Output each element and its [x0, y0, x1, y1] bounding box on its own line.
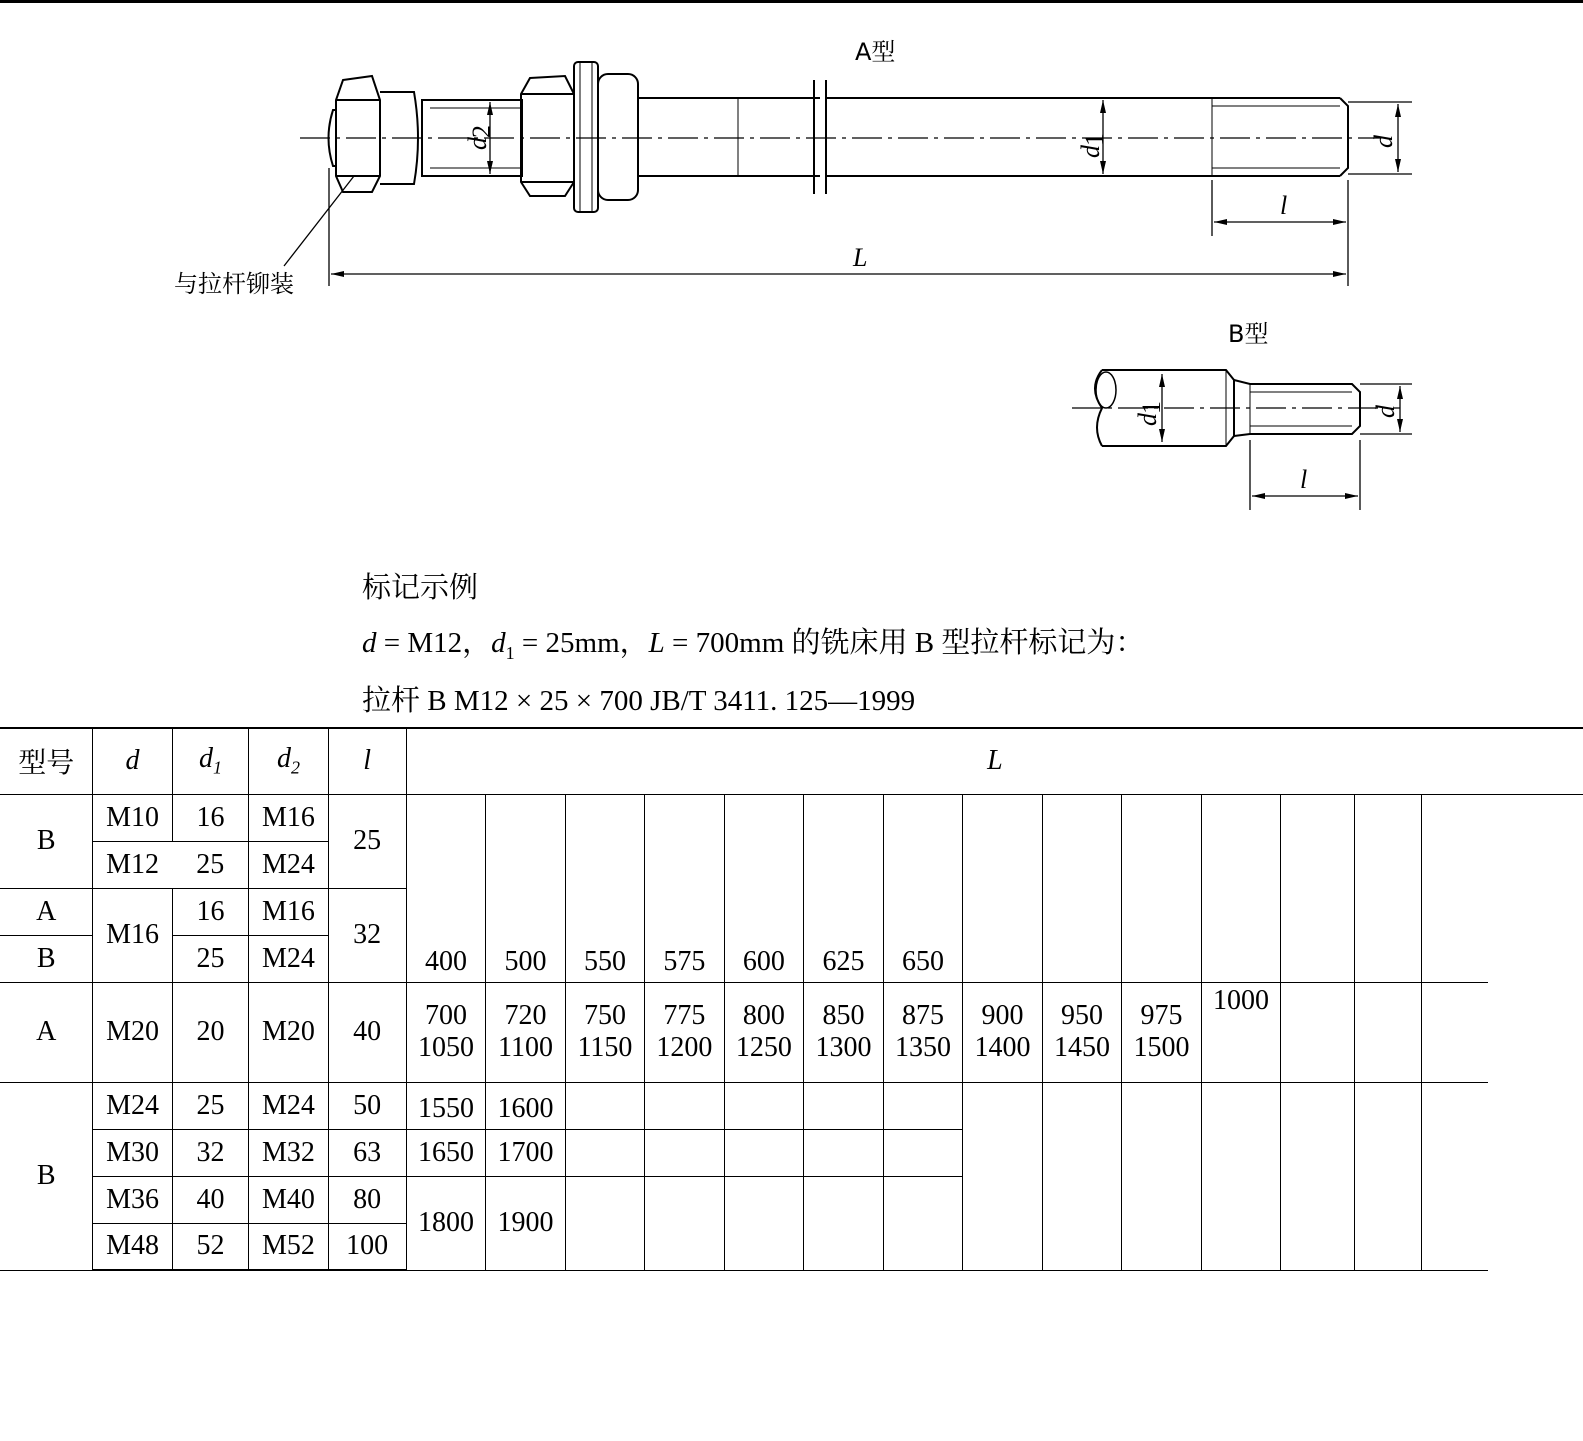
cell-L-empty — [883, 1176, 963, 1270]
cell-d1: 52 — [172, 1223, 249, 1270]
marking-L-val: = 700mm 的铣床用 B 型拉杆标记为： — [664, 627, 1145, 659]
cell-L-empty — [1122, 794, 1202, 982]
cell-L: 1700 — [486, 1129, 566, 1176]
header-d1: $d_1$ — [172, 728, 249, 794]
cell-L-empty — [883, 1129, 963, 1176]
cell-L-empty — [1281, 1082, 1355, 1270]
cell-d: M16 — [93, 888, 172, 982]
dim-d1-sub: 1 — [1080, 133, 1109, 146]
marking-d-var: d — [362, 627, 377, 659]
cell-L: 500 — [486, 794, 566, 982]
cell-L-empty — [645, 1129, 725, 1176]
cell-d: M24 — [93, 1082, 172, 1129]
table-row — [0, 982, 1583, 1082]
cell-L-empty — [1042, 794, 1122, 982]
b-dim-l: l — [1300, 465, 1308, 494]
marking-line2: 拉杆 B M12 × 25 × 700 JB/T 3411. 125—1999 — [362, 685, 916, 717]
marking-heading: 标记示例 — [362, 572, 479, 604]
marking-line1 — [362, 620, 1144, 664]
cell-L-empty — [1042, 1082, 1122, 1270]
cell-L-pair: 750 1150 — [565, 982, 644, 1082]
cell-L-empty — [645, 1082, 725, 1129]
header-L: L — [406, 728, 1583, 794]
cell-L: 600 — [724, 794, 804, 982]
type-b-dimensions — [1162, 374, 1412, 510]
dim-l: l — [1280, 191, 1288, 220]
cell-L-pair: 800 1250 — [724, 982, 804, 1082]
cell-d: M20 — [93, 982, 172, 1082]
cell-d2: M24 — [249, 841, 328, 888]
cell-L-pair: 850 1300 — [804, 982, 884, 1082]
cell-L-empty — [1281, 794, 1355, 982]
cell-L: 550 — [565, 794, 644, 982]
cell-d1: 25 — [172, 1082, 249, 1129]
type-a-dimensions — [284, 100, 1412, 286]
cell-L: 1600 — [486, 1082, 566, 1129]
cell-l: 100 — [328, 1223, 406, 1270]
cell-L-pair: 700 1050 — [406, 982, 486, 1082]
header-row — [0, 728, 1583, 794]
cell-L-empty — [724, 1082, 804, 1129]
dim-d: d — [1369, 135, 1398, 148]
cell-d2: M16 — [249, 888, 328, 935]
cell-L-empty — [1422, 1082, 1489, 1270]
technical-drawing — [0, 0, 1583, 560]
cell-d1: 40 — [172, 1176, 249, 1223]
cell-L-empty — [883, 1082, 963, 1129]
cell-L-empty — [1422, 982, 1489, 1082]
type-a-view — [300, 62, 1380, 212]
cell-d1: 16 — [172, 794, 249, 841]
cell-L-pair: 775 1200 — [645, 982, 725, 1082]
type-b-title: B型 — [1228, 320, 1269, 348]
cell-L-empty — [565, 1176, 644, 1270]
cell-l: 80 — [328, 1176, 406, 1223]
cell-d1: 32 — [172, 1129, 249, 1176]
marking-d1-val: = 25mm， — [514, 627, 649, 659]
cell-L-empty — [963, 794, 1043, 982]
cell-L-empty — [1355, 794, 1422, 982]
dim-d2-sub: 2 — [467, 125, 496, 138]
header-d: d — [93, 728, 172, 794]
cell-L-pair: 950 1450 — [1042, 982, 1122, 1082]
cell-d: M48 — [93, 1223, 172, 1270]
cell-d2: M16 — [249, 794, 328, 841]
cell-d2: M24 — [249, 1082, 328, 1129]
cell-d1: 25 — [172, 935, 249, 982]
cell-L-empty — [963, 1082, 1043, 1270]
header-type: 型号 — [0, 728, 93, 794]
cell-d: M36 — [93, 1176, 172, 1223]
cell-L: 1800 — [406, 1176, 486, 1270]
cell-type: B — [0, 935, 93, 982]
cell-L-empty — [565, 1129, 644, 1176]
cell-L-pair: 975 1500 — [1122, 982, 1202, 1082]
dim-d2-main: d — [463, 137, 492, 150]
header-d2: $d_2$ — [249, 728, 328, 794]
cell-L-pair: 900 1400 — [963, 982, 1043, 1082]
cell-d1: 16 — [172, 888, 249, 935]
cell-d: M10 — [93, 794, 172, 841]
cell-L-empty — [565, 1082, 644, 1129]
marking-d1-var: d — [491, 627, 506, 659]
cell-L-empty — [1201, 794, 1281, 982]
cell-L: 575 — [645, 794, 725, 982]
cell-d: M12 — [93, 841, 172, 888]
cell-L-empty — [724, 1176, 804, 1270]
spec-table — [0, 727, 1583, 1271]
rivet-note: 与拉杆铆装 — [174, 270, 294, 298]
cell-l: 40 — [328, 982, 406, 1082]
cell-L-empty — [645, 1176, 725, 1270]
cell-l: 25 — [328, 794, 406, 888]
dim-d1-main: d — [1076, 145, 1105, 158]
cell-L-empty — [804, 1129, 884, 1176]
marking-d1-sub: 1 — [505, 642, 515, 663]
b-dim-d1-sub: 1 — [1137, 401, 1166, 414]
cell-L-empty — [724, 1129, 804, 1176]
cell-type: B — [0, 794, 93, 888]
cell-L-empty — [1422, 794, 1489, 982]
cell-L-empty — [804, 1082, 884, 1129]
cell-L-empty — [1201, 1082, 1281, 1270]
cell-d: M30 — [93, 1129, 172, 1176]
header-l: l — [328, 728, 406, 794]
type-a-title: A型 — [855, 38, 896, 66]
cell-L: 1550 — [406, 1082, 486, 1129]
cell-d2: M20 — [249, 982, 328, 1082]
marking-L-var: L — [648, 627, 665, 659]
cell-L: 1900 — [486, 1176, 566, 1270]
cell-L-empty — [804, 1176, 884, 1270]
b-dim-d1-main: d — [1133, 413, 1162, 426]
cell-d2: M32 — [249, 1129, 328, 1176]
cell-L-pair: 720 1100 — [486, 982, 566, 1082]
cell-d2: M40 — [249, 1176, 328, 1223]
cell-L-empty — [1355, 1082, 1422, 1270]
cell-L: 1000 — [1201, 982, 1281, 1082]
cell-L-pair: 875 1350 — [883, 982, 963, 1082]
table-row — [0, 794, 1583, 841]
cell-L: 650 — [883, 794, 963, 982]
cell-L-empty — [1122, 1082, 1202, 1270]
cell-L: 400 — [406, 794, 486, 982]
cell-type: A — [0, 982, 93, 1082]
cell-L: 625 — [804, 794, 884, 982]
cell-type: A — [0, 888, 93, 935]
cell-type: B — [0, 1082, 93, 1270]
cell-d2: M52 — [249, 1223, 328, 1270]
dim-L: L — [853, 243, 868, 272]
cell-d2: M24 — [249, 935, 328, 982]
marking-d-val: = M12， — [376, 627, 492, 659]
cell-l: 32 — [328, 888, 406, 982]
cell-l: 63 — [328, 1129, 406, 1176]
b-dim-d: d — [1371, 405, 1400, 418]
cell-l: 50 — [328, 1082, 406, 1129]
cell-L-empty — [1355, 982, 1422, 1082]
cell-d1: 25 — [172, 841, 249, 888]
cell-L-empty — [1281, 982, 1355, 1082]
cell-d1: 20 — [172, 982, 249, 1082]
cell-L: 1650 — [406, 1129, 486, 1176]
type-b-view — [1072, 370, 1400, 446]
